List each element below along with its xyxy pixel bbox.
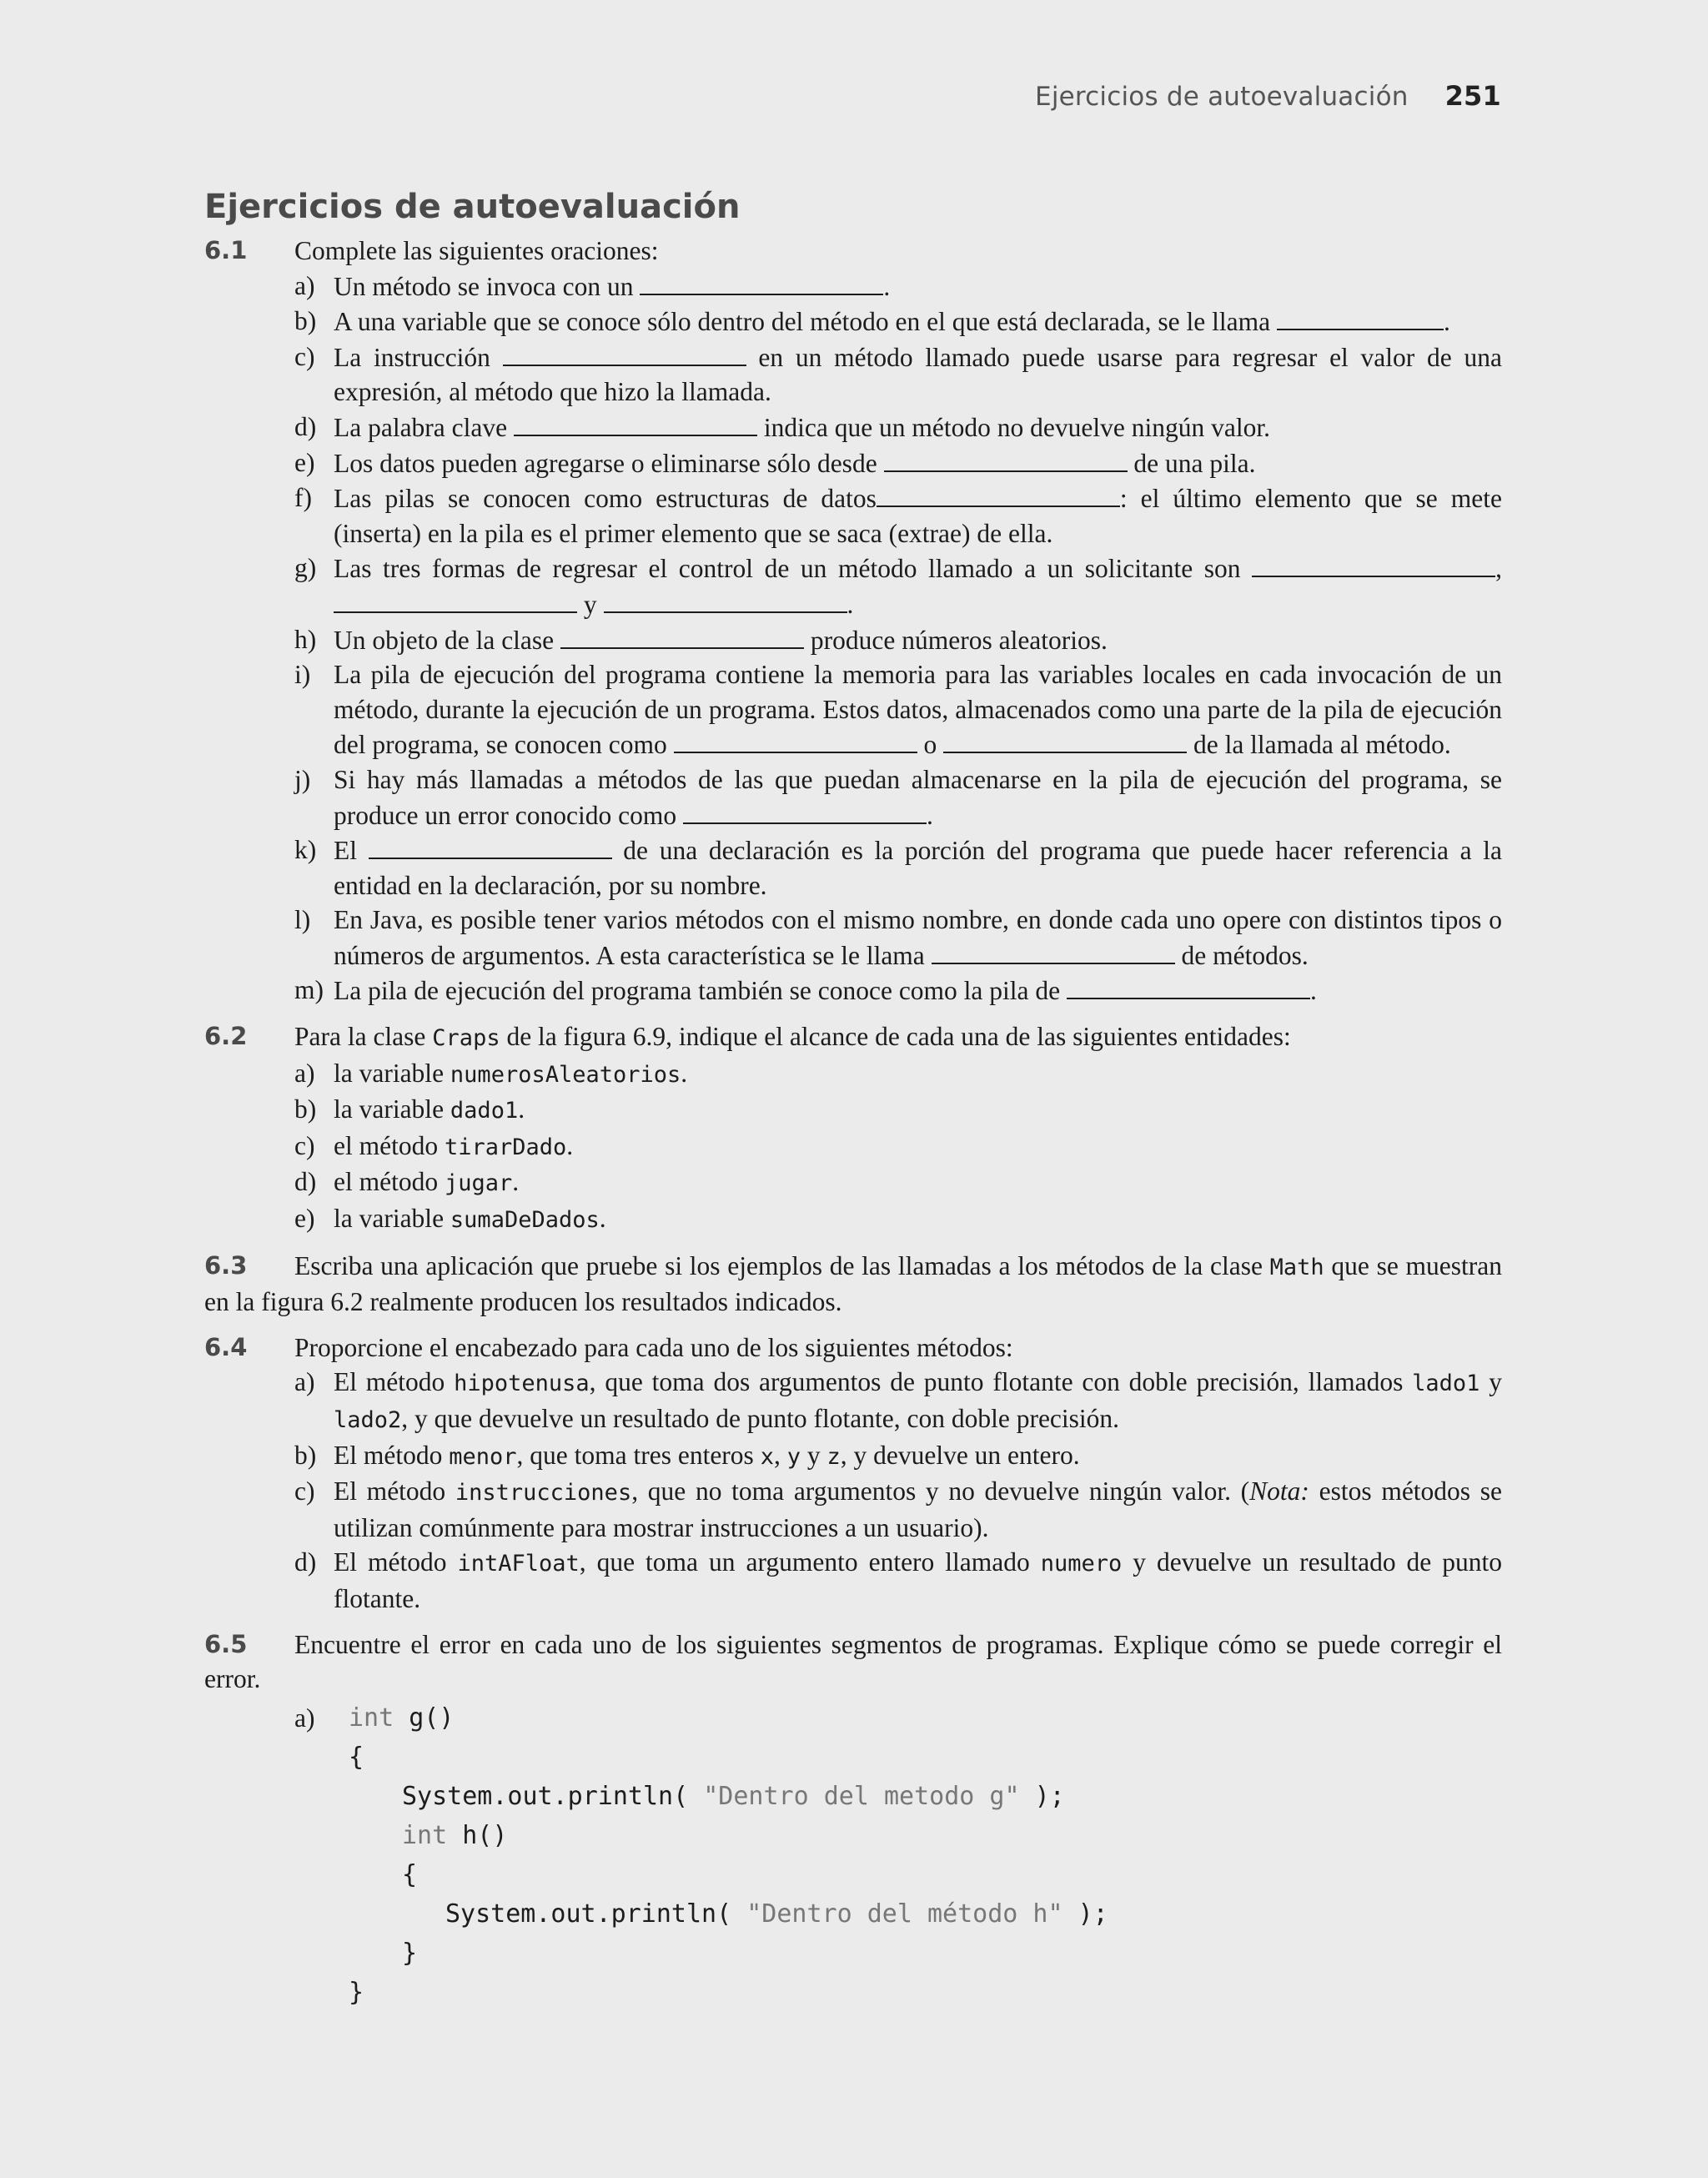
list-item [204, 1092, 1502, 1129]
item-text: y devuelve un resultado de punto flotante. [334, 1547, 1502, 1613]
list-item [204, 410, 1502, 445]
fill-blank [1277, 304, 1444, 330]
fill-blank [674, 727, 917, 753]
section-title: Ejercicios de autoevaluación [204, 188, 741, 226]
exercise-intro: Proporcione el encabezado para cada uno de los siguientes métodos: [294, 1332, 1013, 1362]
item-text: . [599, 1204, 606, 1234]
list-item [204, 304, 1502, 340]
list-item [204, 762, 1502, 832]
item-text: el método [334, 1167, 445, 1197]
item-list [204, 1365, 1502, 1616]
item-label: a) [294, 1367, 315, 1397]
list-item [204, 1438, 1502, 1475]
code-keyword: int [349, 1703, 394, 1733]
exercise-6-1 [204, 234, 1502, 1009]
item-text: En Java, es posible tener varios métodos con el mismo nombre, en donde cada uno opere con distintos tipos o números de argumentos. A esta característica se le llama [334, 905, 1502, 970]
item-label: m) [294, 975, 324, 1005]
code-text: System.out.println( [402, 1781, 704, 1811]
item-text: . [681, 1058, 688, 1088]
item-text: el método [334, 1130, 445, 1160]
code-line [204, 1777, 1502, 1816]
item-text: , que no toma argumentos y no devuelve ningún valor. ( [631, 1476, 1250, 1506]
fill-blank [604, 586, 847, 613]
code-line: { [349, 1742, 364, 1772]
item-text: Las pilas se conocen como estructuras de datos [334, 484, 877, 514]
item-label: k) [294, 835, 317, 865]
item-label: a) [294, 1703, 315, 1733]
fill-blank [514, 410, 757, 436]
body-text: que se muestran en la figura 6.2 realmente producen los resultados indicados. [204, 1250, 1502, 1317]
list-item [204, 1164, 1502, 1201]
item-label: c) [294, 1476, 315, 1506]
item-text: . [512, 1167, 520, 1197]
item-label: c) [294, 1130, 315, 1160]
list-item [204, 903, 1502, 973]
fill-blank [877, 480, 1120, 507]
fill-blank [683, 797, 927, 824]
item-label: b) [294, 1440, 317, 1470]
exercise-6-2 [204, 1019, 1502, 1238]
list-item [204, 445, 1502, 481]
item-text: El método [334, 1476, 455, 1506]
main-content [204, 184, 1502, 2012]
code-string: "Dentro del método h" [746, 1899, 1063, 1929]
item-text: y [1479, 1367, 1503, 1397]
inline-code: lado2 [334, 1407, 402, 1433]
code-text: h() [447, 1820, 508, 1850]
fill-blank [1067, 973, 1310, 999]
inline-code: jugar [444, 1170, 513, 1197]
item-text: de métodos. [1174, 940, 1309, 970]
list-item [204, 1365, 1502, 1437]
list-item [204, 551, 1502, 621]
item-list [204, 269, 1502, 1009]
page-number: 251 [1444, 80, 1501, 112]
code-line [204, 1816, 1502, 1855]
item-text: Un objeto de la clase [334, 625, 561, 655]
inline-code: numero [1040, 1551, 1123, 1577]
running-head [1035, 80, 1501, 112]
fill-blank [932, 938, 1175, 964]
item-label: c) [294, 341, 315, 371]
inline-code: instrucciones [455, 1480, 632, 1506]
item-text: y [800, 1440, 827, 1470]
list-item [204, 1201, 1502, 1238]
body-text: Escriba una aplicación que pruebe si los ejemplos de las llamadas a los métodos de la clase [294, 1250, 1270, 1280]
intro-text: de la figura 6.9, indique el alcance de cada una de las siguientes entidades: [500, 1022, 1291, 1052]
code-line: } [349, 1977, 364, 2007]
item-text: o [917, 730, 944, 760]
item-text: , y que devuelve un resultado de punto flotante, con doble precisión. [401, 1404, 1120, 1433]
code-segment [204, 1698, 1502, 2012]
item-text: de una pila. [1127, 448, 1256, 478]
item-label: l) [294, 905, 311, 935]
code-string: "Dentro del metodo g" [703, 1781, 1020, 1811]
code-line [204, 1698, 1502, 1738]
item-text: Las tres formas de regresar el control de un método llamado a un solicitante son [334, 554, 1253, 584]
code-keyword: int [402, 1820, 448, 1850]
item-text: estos métodos se utilizan comúnmente para mostrar instrucciones a un usuario). [334, 1476, 1502, 1542]
list-item [204, 340, 1502, 410]
item-label: d) [294, 411, 317, 441]
fill-blank [640, 269, 883, 295]
intro-text: Para la clase [294, 1022, 433, 1052]
item-text: , [1495, 554, 1502, 584]
item-label: a) [294, 1058, 315, 1088]
exercise-number: 6.3 [204, 1250, 248, 1280]
code-text: System.out.println( [445, 1899, 747, 1929]
fill-blank [943, 727, 1187, 753]
item-text: , que toma un argumento entero llamado [579, 1547, 1041, 1577]
item-text: la variable [334, 1204, 450, 1234]
item-text: A una variable que se conoce sólo dentro del método en el que está declarada, se le llama [334, 307, 1277, 337]
list-item [204, 1474, 1502, 1545]
item-text: la variable [334, 1094, 450, 1124]
item-text: de una declaración es la porción del programa que puede hacer referencia a la entidad en la declaración, por su nombre. [334, 836, 1503, 900]
inline-code: lado1 [1412, 1371, 1480, 1397]
item-text: . [566, 1130, 574, 1160]
inline-code: sumaDeDados [450, 1207, 600, 1234]
list-item [204, 973, 1502, 1009]
item-text: . [1310, 976, 1317, 1006]
inline-code: hipotenusa [454, 1371, 590, 1397]
note-label: Nota: [1249, 1476, 1309, 1506]
code-text: ); [1062, 1899, 1108, 1929]
item-label: b) [294, 306, 317, 336]
item-text: , que toma dos argumentos de punto flotante con doble precisión, llamados [589, 1367, 1413, 1397]
code-text: ); [1019, 1781, 1065, 1811]
item-text: El método [334, 1547, 458, 1577]
inline-code: numerosAleatorios [450, 1061, 681, 1088]
list-item [204, 1545, 1502, 1616]
fill-blank [503, 340, 746, 366]
inline-code: intAFloat [457, 1551, 580, 1577]
item-label: e) [294, 1204, 315, 1234]
fill-blank [369, 832, 612, 859]
exercise-6-5 [204, 1627, 1502, 2012]
item-text: El [334, 836, 369, 866]
list-item [204, 480, 1502, 551]
list-item [204, 1056, 1502, 1093]
item-label: e) [294, 447, 315, 477]
exercise-number: 6.2 [204, 1022, 248, 1051]
item-text: Los datos pueden agregarse o eliminarse sólo desde [334, 448, 884, 478]
item-text: en un método llamado puede usarse para regresar el valor de una expresión, al método que hizo la llamada. [334, 342, 1502, 407]
item-label: b) [294, 1094, 317, 1124]
item-text: La palabra clave [334, 412, 514, 442]
fill-blank [560, 622, 804, 649]
item-text: , [773, 1440, 787, 1470]
list-item [204, 1129, 1502, 1165]
list-item [204, 832, 1502, 903]
inline-code: Math [1269, 1254, 1324, 1280]
item-label: d) [294, 1547, 317, 1577]
item-list [204, 1056, 1502, 1238]
item-text: El método [334, 1367, 455, 1397]
list-item [204, 269, 1502, 304]
item-label: i) [294, 660, 311, 690]
item-text: , que toma tres enteros [516, 1440, 761, 1470]
item-text: de la llamada al método. [1187, 730, 1451, 760]
item-text: y [577, 589, 604, 619]
code-line: } [402, 1938, 418, 1968]
item-text: El método [334, 1440, 450, 1470]
item-text: . [883, 271, 891, 301]
exercise-text: Encuentre el error en cada uno de los siguientes segmentos de programas. Explique cómo se puede corregir el error. [204, 1629, 1502, 1694]
item-text: La pila de ejecución del programa contiene la memoria para las variables locales en cada invocación de un método, durante la ejecución de un programa. Estos datos, almacenados como una parte de la pila de ejecución del programa, se conocen como [334, 660, 1502, 760]
exercise-text [204, 1249, 1502, 1320]
item-text: produce números aleatorios. [804, 625, 1108, 655]
item-text: . [1443, 307, 1450, 337]
fill-blank [1252, 551, 1495, 577]
inline-code: Craps [432, 1025, 500, 1052]
item-text: . [518, 1094, 525, 1124]
exercise-6-3 [204, 1249, 1502, 1320]
item-label: g) [294, 553, 317, 583]
code-lines [204, 1698, 1502, 2012]
exercise-number: 6.4 [204, 1332, 248, 1361]
item-text: la variable [334, 1058, 450, 1088]
list-item [204, 622, 1502, 658]
item-label: h) [294, 624, 317, 654]
fill-blank [884, 445, 1128, 472]
inline-code: dado1 [450, 1098, 519, 1124]
item-text: . [846, 589, 854, 619]
item-text: Si hay más llamadas a métodos de las que puedan almacenarse en la pila de ejecución del programa, se produce un error conocido como [334, 764, 1502, 830]
exercise-intro [204, 1019, 1502, 1056]
fill-blank [334, 586, 577, 613]
inline-code: tirarDado [444, 1134, 567, 1160]
code-line [204, 1894, 1502, 1934]
item-label: j) [294, 764, 311, 794]
running-title: Ejercicios de autoevaluación [1035, 82, 1409, 112]
inline-code: x [760, 1443, 774, 1470]
item-label: a) [294, 270, 315, 300]
item-text: La instrucción [334, 342, 503, 372]
item-label: d) [294, 1167, 317, 1197]
list-item [204, 657, 1502, 762]
item-text: , y devuelve un entero. [840, 1440, 1080, 1470]
item-text: indica que un método no devuelve ningún valor. [756, 412, 1270, 442]
code-text: g() [394, 1703, 455, 1733]
item-label: f) [294, 483, 312, 513]
inline-code: menor [449, 1443, 517, 1470]
inline-code: z [826, 1443, 841, 1470]
exercise-6-4 [204, 1330, 1502, 1617]
code-line: { [402, 1859, 418, 1889]
exercise-intro: Complete las siguientes oraciones: [294, 236, 659, 265]
item-text: La pila de ejecución del programa también se conoce como la pila de [334, 976, 1068, 1006]
inline-code: y [786, 1443, 801, 1470]
exercise-number: 6.5 [204, 1629, 248, 1658]
item-text: : el último elemento que se mete (inserta) en la pila es el primer elemento que se saca (extrae) de ella. [334, 484, 1502, 548]
exercise-number: 6.1 [204, 236, 248, 264]
item-text: Un método se invoca con un [334, 271, 640, 301]
item-text: . [926, 800, 933, 830]
